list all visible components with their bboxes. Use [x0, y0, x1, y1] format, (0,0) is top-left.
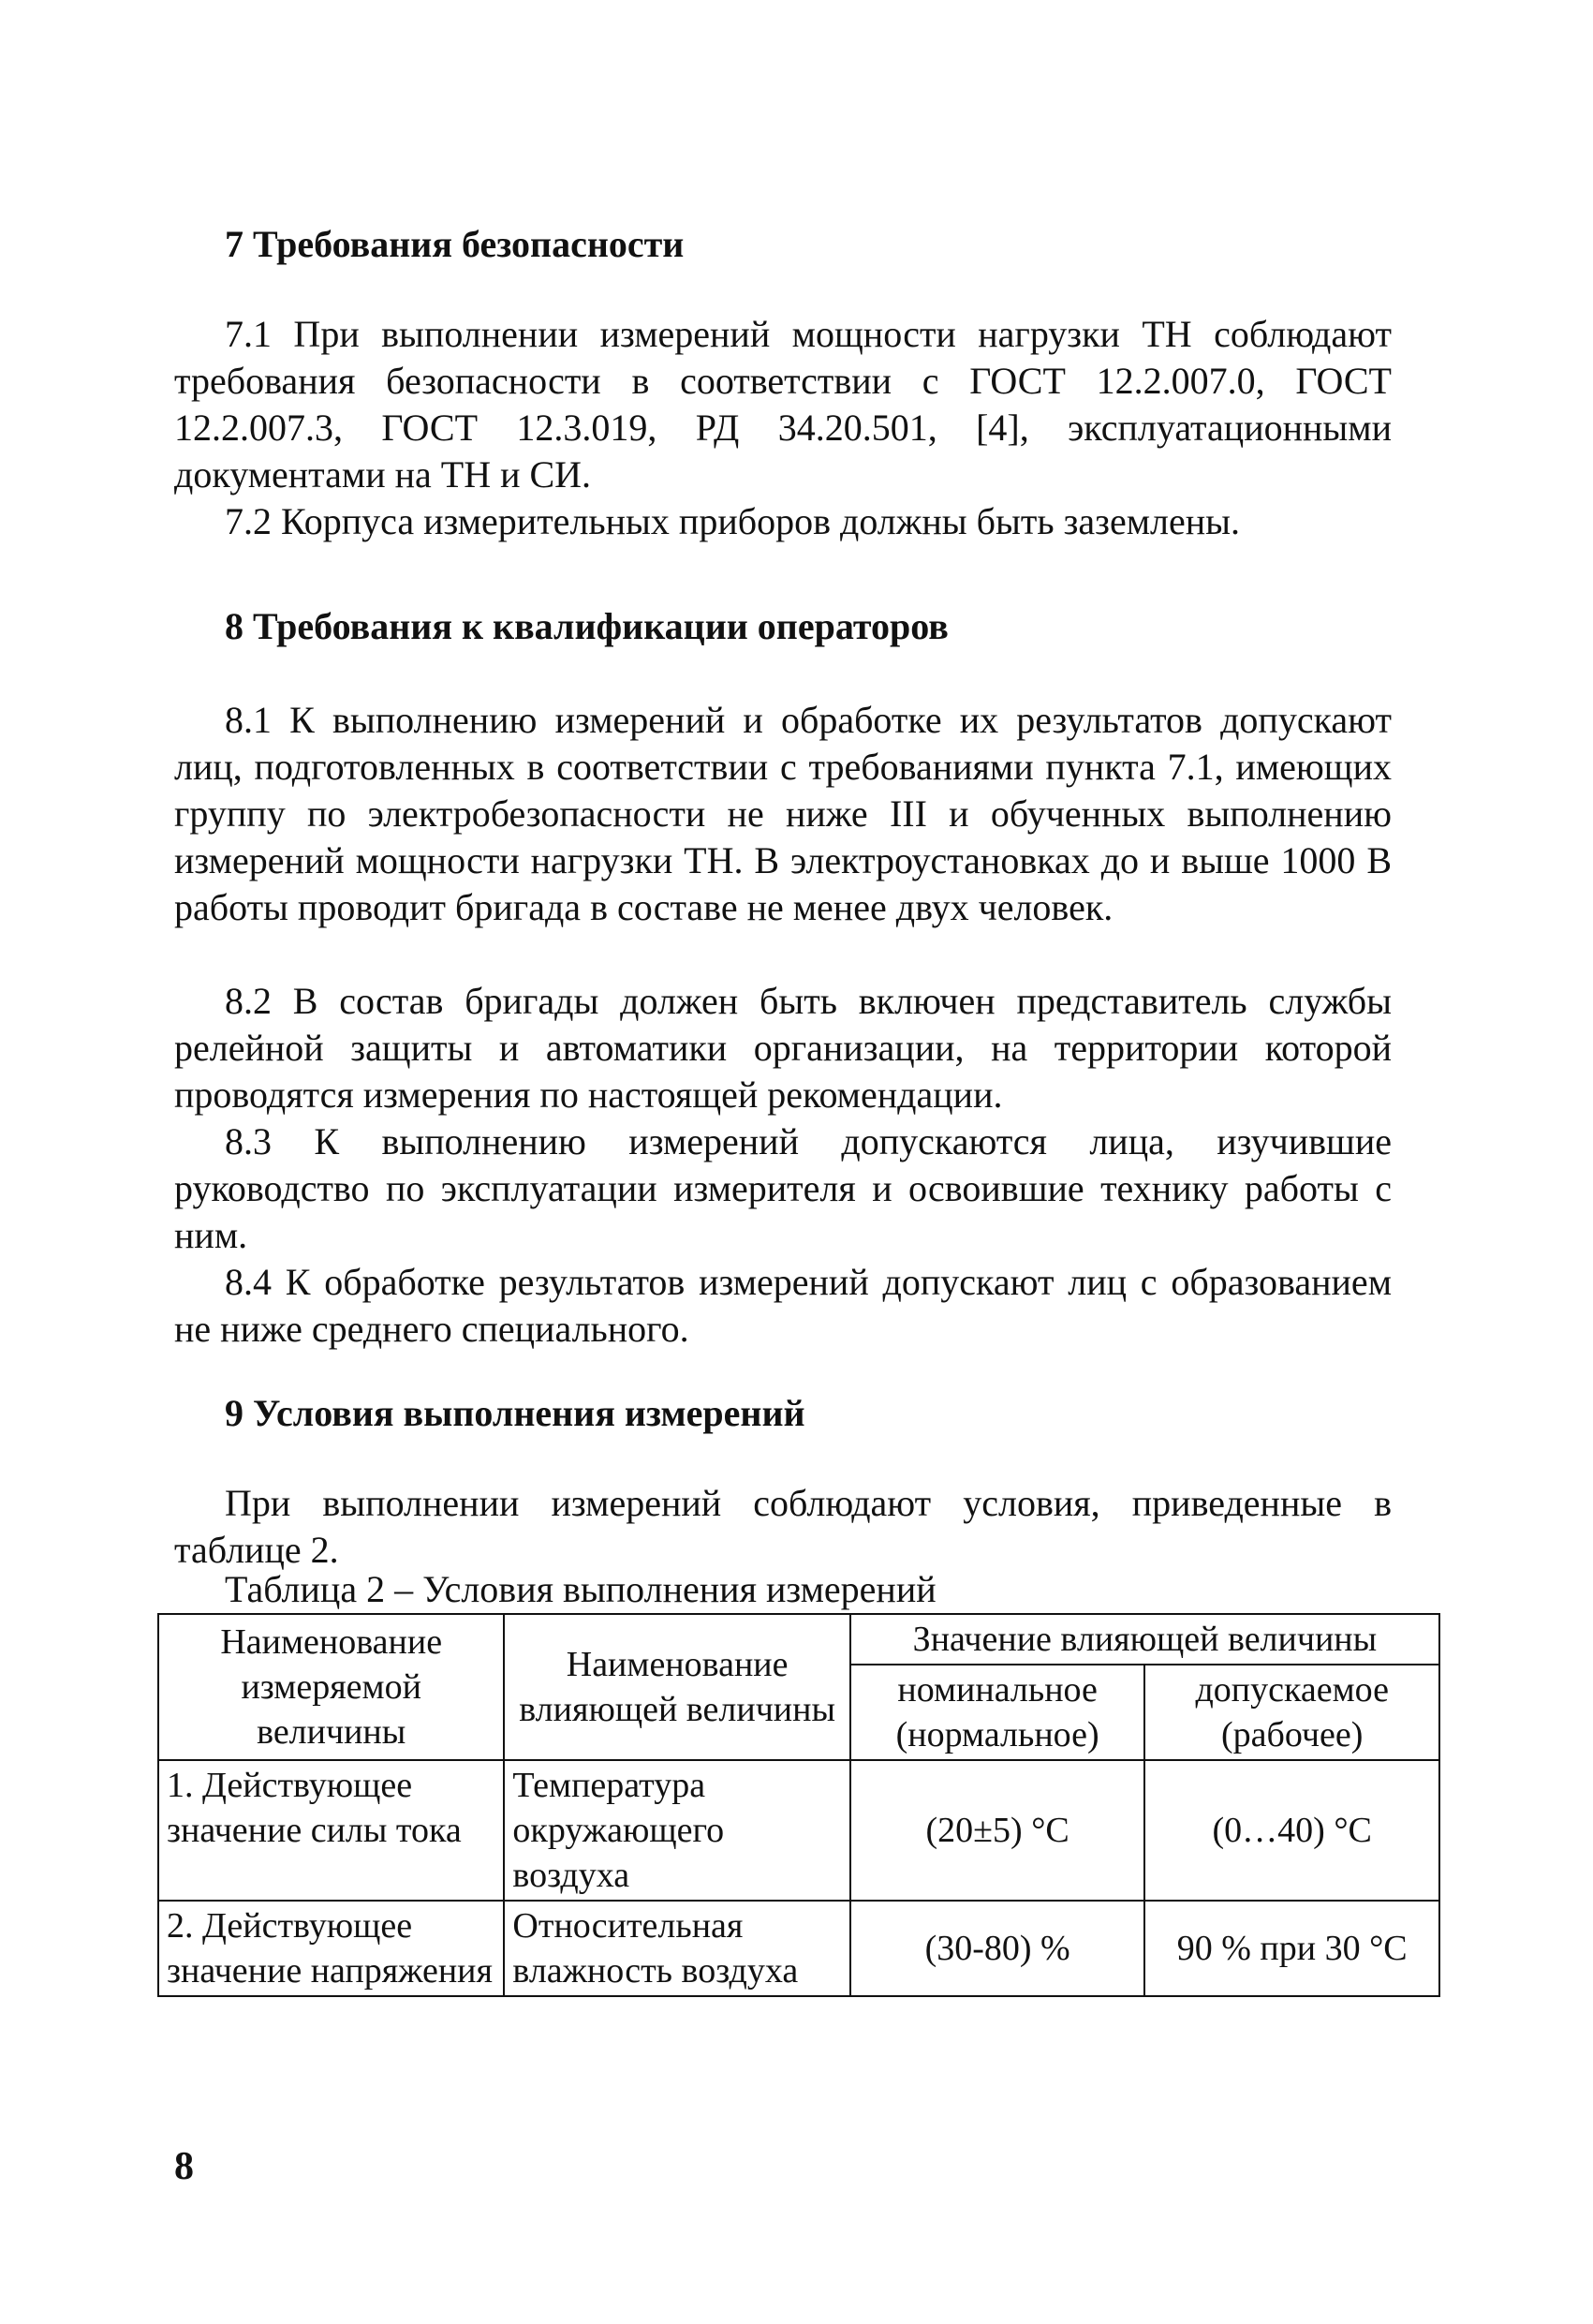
cell-nominal: (20±5) °С	[850, 1760, 1145, 1901]
table-row	[158, 1901, 1439, 1996]
conditions-table	[157, 1613, 1440, 1997]
section-9-heading: 9 Условия выполнения измерений	[225, 1392, 805, 1434]
cell-permissible: 90 % при 30 °С	[1144, 1901, 1439, 1996]
paragraph-8-2: 8.2 В состав бригады должен быть включен представитель службы релейной защиты и автоматики организации, на территории которой проводятся измерения по настоящей рекомендации.	[174, 980, 1392, 1116]
paragraph-8-4: 8.4 К обработке результатов измерений допускают лиц с образованием не ниже среднего специального.	[174, 1261, 1392, 1350]
table-row	[158, 1760, 1439, 1901]
table-header-row	[158, 1614, 1439, 1665]
header-permissible: допускаемое (рабочее)	[1144, 1665, 1439, 1760]
table-caption: Таблица 2 – Условия выполнения измерений	[225, 1568, 937, 1610]
paragraph-7-2: 7.2 Корпуса измерительных приборов должны быть заземлены.	[225, 500, 1241, 542]
header-influencing-quantity: Наименование влияющей величины	[504, 1614, 849, 1760]
cell-nominal: (30-80) %	[850, 1901, 1145, 1996]
header-measured-quantity: Наименование измеряемой величины	[158, 1614, 504, 1760]
cell-influencing: Температура окружающего воздуха	[504, 1760, 849, 1901]
cell-measured: 1. Действующее значение силы тока	[158, 1760, 504, 1901]
cell-permissible: (0…40) °С	[1144, 1760, 1439, 1901]
section-8-heading: 8 Требования к квалификации операторов	[225, 605, 949, 647]
header-nominal: номинальное (нормальное)	[850, 1665, 1145, 1760]
cell-influencing: Относительная влажность воздуха	[504, 1901, 849, 1996]
paragraph-8-3: 8.3 К выполнению измерений допускаются лица, изучившие руководство по эксплуатации измерителя и освоившие технику работы с ним.	[174, 1120, 1392, 1256]
section-7-heading: 7 Требования безопасности	[225, 223, 685, 265]
page-number: 8	[174, 2145, 194, 2188]
paragraph-7-1: 7.1 При выполнении измерений мощности нагрузки ТН соблюдают требования безопасности в соответствии с ГОСТ 12.2.007.0, ГОСТ 12.2.007.3, ГОСТ 12.3.019, РД 34.20.501, [4], эксплуатационными документами на ТН и СИ.	[174, 313, 1392, 496]
cell-measured: 2. Действующее значение напряжения	[158, 1901, 504, 1996]
paragraph-8-1: 8.1 К выполнению измерений и обработке их результатов допускают лиц, подготовленных в соответствии с требованиями пункта 7.1, имеющих группу по электробезопасности не ниже III и обученных выполнению измерений мощности нагрузки ТН. В электроустановках до и выше 1000 В работы проводит бригада в составе не менее двух человек.	[174, 699, 1392, 928]
paragraph-9-intro: При выполнении измерений соблюдают условия, приведенные в таблице 2.	[174, 1482, 1392, 1571]
header-influence-value: Значение влияющей величины	[850, 1614, 1439, 1665]
